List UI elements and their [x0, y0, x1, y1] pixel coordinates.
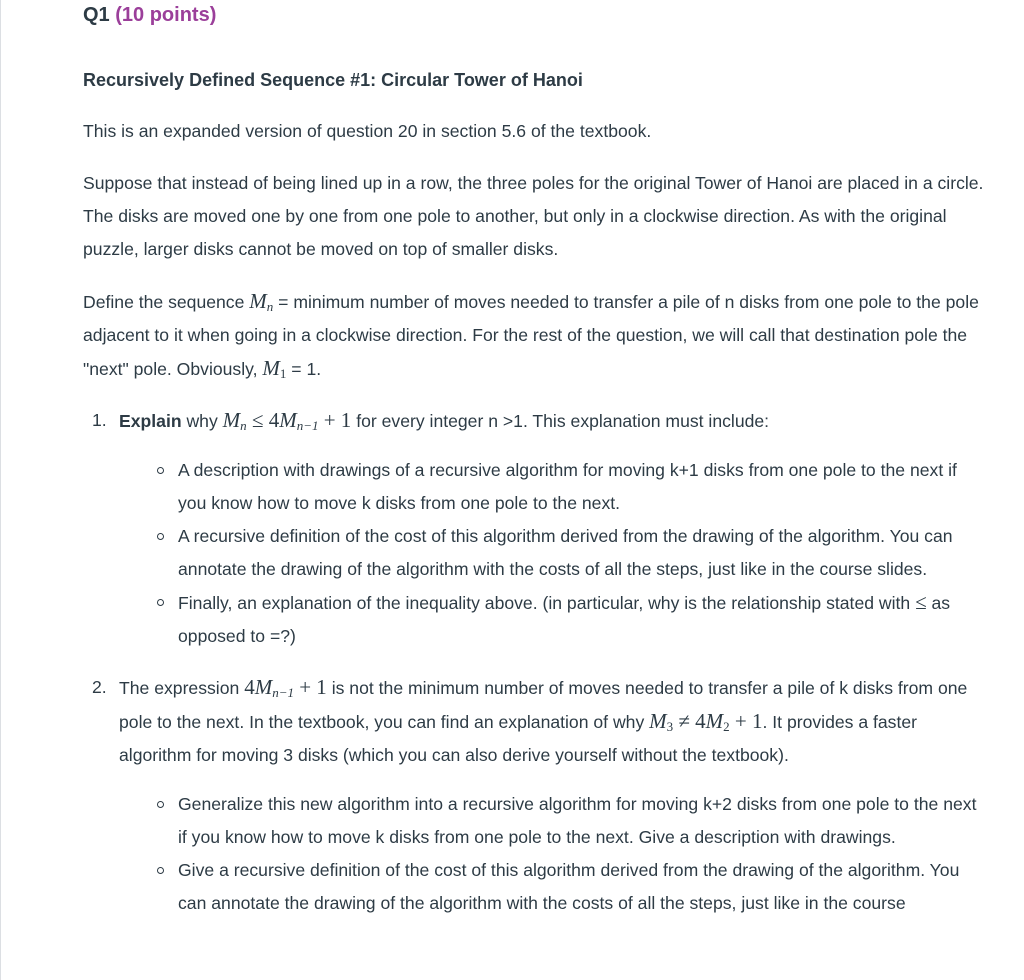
question-subtitle: Recursively Defined Sequence #1: Circular Tower of Hanoi [83, 70, 583, 90]
intro-paragraph: This is an expanded version of question 20 in section 5.6 of the textbook. [83, 121, 652, 141]
part-2-requirements [119, 788, 988, 920]
math-inequality: $M_n \le 4M_{n-1} + 1$ [222, 408, 352, 433]
bullet-icon [157, 599, 164, 606]
part-2-text: The expression $4M_{n-1} + 1$ is not the minimum number of moves needed to transfer a pile of k disks from one pole to the next. In the textbook, you can find an explanation of why $M_3 \ne 4M_2 + 1$. It provides a faster algorithm for moving 3 disks (which you can also derive yourself without the textbook). [119, 675, 968, 765]
bullet-icon [157, 533, 164, 540]
question-label: Q1 [83, 4, 110, 26]
math-leq: ≤ [915, 590, 927, 614]
math-Mn: $M_n$ [249, 289, 274, 314]
bullet-icon [157, 467, 164, 474]
list-item: Give a recursive definition of the cost of this algorithm derived from the drawing of the algorithm. You can annotate the drawing of the algorithm with the costs of all the steps, just like in the course [119, 854, 988, 920]
list-item: Generalize this new algorithm into a recursive algorithm for moving k+2 disks from one pole to the next if you know how to move k disks from one pole to the next. Give a description with drawings. [119, 788, 988, 854]
list-item: A description with drawings of a recursive algorithm for moving k+1 disks from one pole to the next if you know how to move k disks from one pole to the next. [119, 454, 988, 520]
question-points: (10 points) [115, 4, 217, 26]
list-item: A recursive definition of the cost of this algorithm derived from the drawing of the algorithm. You can annotate the drawing of the algorithm with the costs of all the steps, just like in the course slides. [119, 520, 988, 586]
bullet-icon [157, 867, 164, 874]
math-M3-neq: $M_3 \ne 4M_2 + 1$ [649, 709, 763, 734]
left-border [0, 0, 1, 980]
part-1-requirements [119, 454, 988, 653]
question-content [83, 0, 988, 920]
definition-paragraph: Define the sequence $M_n$ = minimum number of moves needed to transfer a pile of n disks from one pole to the pole adjacent to it when going in a clockwise direction. For the rest of the question, we will call that destination pole the "next" pole. Obviously, $M_1 = 1$. [83, 289, 979, 381]
question-parts [83, 404, 988, 920]
question-header [83, 0, 988, 27]
part-1-number: 1. [92, 410, 107, 430]
part-1 [83, 404, 988, 653]
part-2 [83, 671, 988, 920]
bullet-icon [157, 801, 164, 808]
part-1-text: Explain why $M_n \le 4M_{n-1} + 1$ for every integer n >1. This explanation must include: [119, 408, 770, 433]
list-item: Finally, an explanation of the inequality above. (in particular, why is the relationship stated with ≤ as opposed to =?) [119, 586, 988, 653]
math-M1: $M_1$ [262, 356, 287, 381]
math-expression: $4M_{n-1} + 1$ [244, 675, 327, 700]
part-2-number: 2. [92, 677, 107, 697]
setup-paragraph: Suppose that instead of being lined up in a row, the three poles for the original Tower of Hanoi are placed in a circle. The disks are moved one by one from one pole to another, but only in a clockwise direction. As with the original puzzle, larger disks cannot be moved on top of smaller disks. [83, 173, 984, 259]
